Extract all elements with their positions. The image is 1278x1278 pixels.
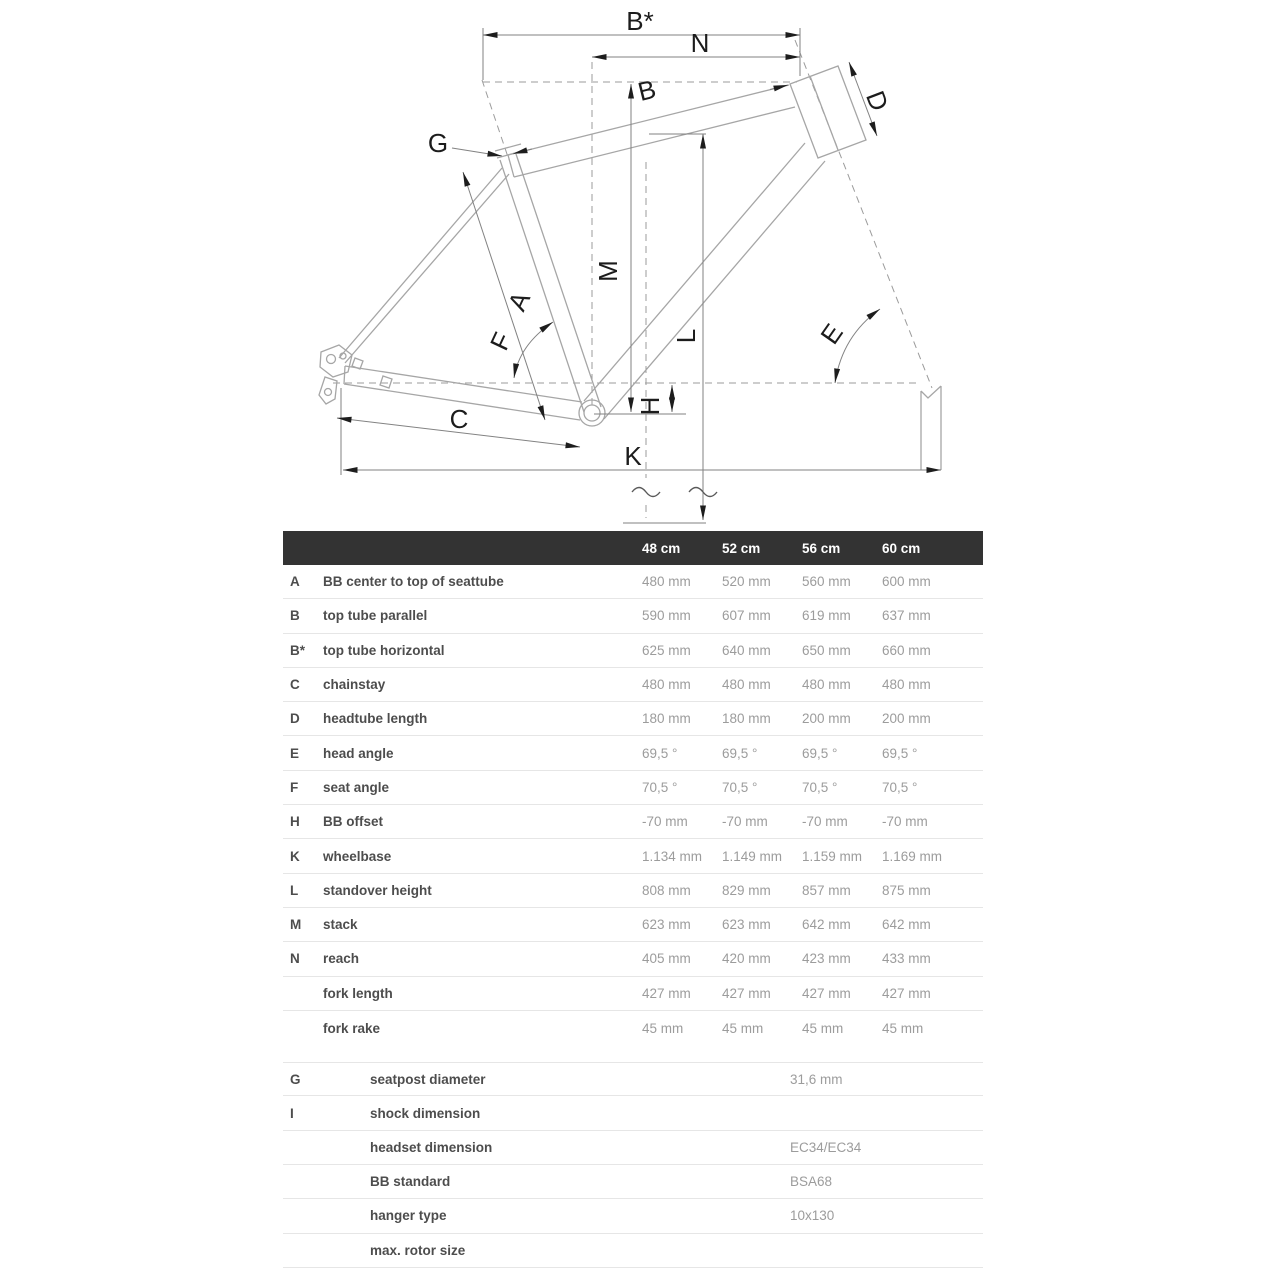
- spec-value: EC34/EC34: [790, 1139, 862, 1155]
- row-value: 45 mm: [882, 1020, 924, 1036]
- spec-label: shock dimension: [370, 1105, 481, 1121]
- dim-top-tube-arrow-right: [770, 85, 788, 90]
- row-value: 623 mm: [642, 917, 691, 933]
- row-value: 480 mm: [882, 677, 931, 693]
- row-label: fork length: [323, 985, 393, 1001]
- row-value: 660 mm: [882, 642, 931, 658]
- row-value: 69,5 °: [722, 745, 758, 761]
- table-row: [283, 771, 983, 805]
- seatpost-leader-line: [452, 148, 502, 156]
- seat-angle-arc: [514, 322, 553, 378]
- row-value: 69,5 °: [882, 745, 918, 761]
- spec-value: BSA68: [790, 1174, 833, 1190]
- spec-label: hanger type: [370, 1208, 447, 1224]
- row-value: 45 mm: [802, 1020, 844, 1036]
- spec-row: [283, 1096, 983, 1130]
- row-label: wheelbase: [323, 848, 392, 864]
- table-row: [283, 942, 983, 976]
- head-tube: [790, 66, 866, 158]
- dim-top-tube-arrow-left: [513, 149, 532, 154]
- row-value: -70 mm: [722, 814, 768, 830]
- row-value: 427 mm: [882, 985, 931, 1001]
- row-value: 625 mm: [642, 642, 691, 658]
- row-label: reach: [323, 951, 360, 967]
- row-value: -70 mm: [882, 814, 928, 830]
- spec-row: [283, 1234, 983, 1268]
- table-row: [283, 565, 983, 599]
- label-top-tube-parallel: B: [634, 73, 659, 107]
- row-label: stack: [323, 917, 358, 933]
- row-value: 69,5 °: [642, 745, 678, 761]
- label-wheelbase: K: [624, 441, 642, 471]
- row-value: 70,5 °: [802, 779, 838, 795]
- row-value: 433 mm: [882, 951, 931, 967]
- col-header-56cm: 56 cm: [802, 540, 841, 556]
- row-key: C: [290, 677, 300, 693]
- row-label: standover height: [323, 882, 432, 898]
- table-row: [283, 977, 983, 1011]
- table-row: [283, 634, 983, 668]
- row-value: 808 mm: [642, 882, 691, 898]
- head-angle-arc: [835, 309, 880, 383]
- table-row: [283, 668, 983, 702]
- row-value: 642 mm: [882, 917, 931, 933]
- row-label: headtube length: [323, 711, 428, 727]
- row-value: 405 mm: [642, 951, 691, 967]
- row-key: A: [290, 574, 300, 590]
- specs-table: [283, 1062, 983, 1268]
- spec-value: 10x130: [790, 1208, 835, 1224]
- col-header-60cm: 60 cm: [882, 540, 921, 556]
- row-value: 70,5 °: [642, 779, 678, 795]
- label-reach: N: [690, 28, 710, 58]
- row-value: 200 mm: [882, 711, 931, 727]
- row-value: -70 mm: [802, 814, 848, 830]
- row-label: BB offset: [323, 814, 383, 830]
- row-value: 607 mm: [722, 608, 771, 624]
- row-value: 520 mm: [722, 574, 771, 590]
- rear-dropout: [319, 345, 392, 404]
- col-header-52cm: 52 cm: [722, 540, 761, 556]
- bike-frame-drawing: [319, 66, 941, 470]
- row-key: H: [290, 814, 300, 830]
- bb-shell-inner: [584, 405, 600, 421]
- row-value: 427 mm: [722, 985, 771, 1001]
- geometry-diagram: [0, 0, 1278, 531]
- row-value: 427 mm: [642, 985, 691, 1001]
- row-key: F: [290, 779, 299, 795]
- spec-row: [283, 1165, 983, 1199]
- row-value: 423 mm: [802, 951, 851, 967]
- row-value: 650 mm: [802, 642, 851, 658]
- row-value: 600 mm: [882, 574, 931, 590]
- row-value: 1.149 mm: [722, 848, 783, 864]
- row-value: 480 mm: [802, 677, 851, 693]
- row-key: B*: [290, 642, 306, 658]
- row-value: 590 mm: [642, 608, 691, 624]
- break-marks: [632, 488, 717, 497]
- spec-label: seatpost diameter: [370, 1071, 486, 1087]
- table-row: [283, 805, 983, 839]
- label-seat-angle: F: [483, 327, 518, 355]
- row-value: 560 mm: [802, 574, 851, 590]
- row-label: head angle: [323, 745, 394, 761]
- row-value: 480 mm: [642, 574, 691, 590]
- table-row: [283, 736, 983, 770]
- row-value: 480 mm: [722, 677, 771, 693]
- label-headtube-length: D: [860, 86, 895, 115]
- row-value: 623 mm: [722, 917, 771, 933]
- row-value: 637 mm: [882, 608, 931, 624]
- label-top-tube-horizontal: B*: [626, 6, 654, 36]
- break-mark-left: [632, 488, 660, 497]
- row-label: fork rake: [323, 1020, 381, 1036]
- row-label: seat angle: [323, 779, 390, 795]
- table-row: [283, 702, 983, 736]
- spec-key: G: [290, 1071, 301, 1087]
- label-head-angle: E: [814, 318, 849, 350]
- row-key: D: [290, 711, 300, 727]
- row-value: 829 mm: [722, 882, 771, 898]
- label-chainstay: C: [449, 404, 469, 434]
- row-value: 45 mm: [642, 1020, 684, 1036]
- table-row: [283, 599, 983, 633]
- front-dropout: [921, 386, 941, 470]
- row-value: 642 mm: [802, 917, 851, 933]
- row-value: 45 mm: [722, 1020, 764, 1036]
- row-value: 70,5 °: [882, 779, 918, 795]
- row-value: 1.169 mm: [882, 848, 943, 864]
- row-label: top tube parallel: [323, 608, 428, 624]
- spec-label: headset dimension: [370, 1139, 493, 1155]
- table-row: [283, 874, 983, 908]
- row-key: L: [290, 882, 299, 898]
- row-value: 640 mm: [722, 642, 771, 658]
- row-value: 857 mm: [802, 882, 851, 898]
- row-key: B: [290, 608, 300, 624]
- spec-row: [283, 1199, 983, 1233]
- row-value: 180 mm: [642, 711, 691, 727]
- row-value: 180 mm: [722, 711, 771, 727]
- row-value: 480 mm: [642, 677, 691, 693]
- seat-tube: [495, 144, 601, 412]
- spec-row: [283, 1062, 983, 1096]
- row-key: M: [290, 917, 302, 933]
- row-value: -70 mm: [642, 814, 688, 830]
- row-value: 875 mm: [882, 882, 931, 898]
- row-label: BB center to top of seattube: [323, 574, 504, 590]
- row-value: 69,5 °: [802, 745, 838, 761]
- table-row: [283, 839, 983, 873]
- dimension-labels: [428, 6, 895, 471]
- table-row: [283, 908, 983, 942]
- row-key: E: [290, 745, 300, 761]
- size-header-row: [283, 531, 983, 565]
- geometry-table: [283, 531, 983, 1045]
- seat-stay: [339, 168, 509, 363]
- spec-key: I: [290, 1105, 294, 1121]
- row-value: 619 mm: [802, 608, 851, 624]
- spec-label: BB standard: [370, 1174, 451, 1190]
- row-value: 200 mm: [802, 711, 851, 727]
- col-header-48cm: 48 cm: [642, 540, 681, 556]
- row-value: 70,5 °: [722, 779, 758, 795]
- label-bb-offset: H: [635, 396, 665, 416]
- row-value: 1.134 mm: [642, 848, 703, 864]
- row-key: N: [290, 951, 300, 967]
- label-standover: L: [671, 328, 701, 344]
- row-value: 427 mm: [802, 985, 851, 1001]
- table-row: [283, 1011, 983, 1045]
- row-label: top tube horizontal: [323, 642, 445, 658]
- spec-label: max. rotor size: [370, 1242, 466, 1258]
- label-seattube: A: [501, 286, 537, 316]
- label-seatpost: G: [427, 128, 449, 158]
- label-stack: M: [593, 260, 623, 282]
- row-value: 1.159 mm: [802, 848, 863, 864]
- spec-row: [283, 1131, 983, 1165]
- row-value: 420 mm: [722, 951, 771, 967]
- spec-value: 31,6 mm: [790, 1071, 843, 1087]
- row-key: K: [290, 848, 300, 864]
- row-label: chainstay: [323, 677, 386, 693]
